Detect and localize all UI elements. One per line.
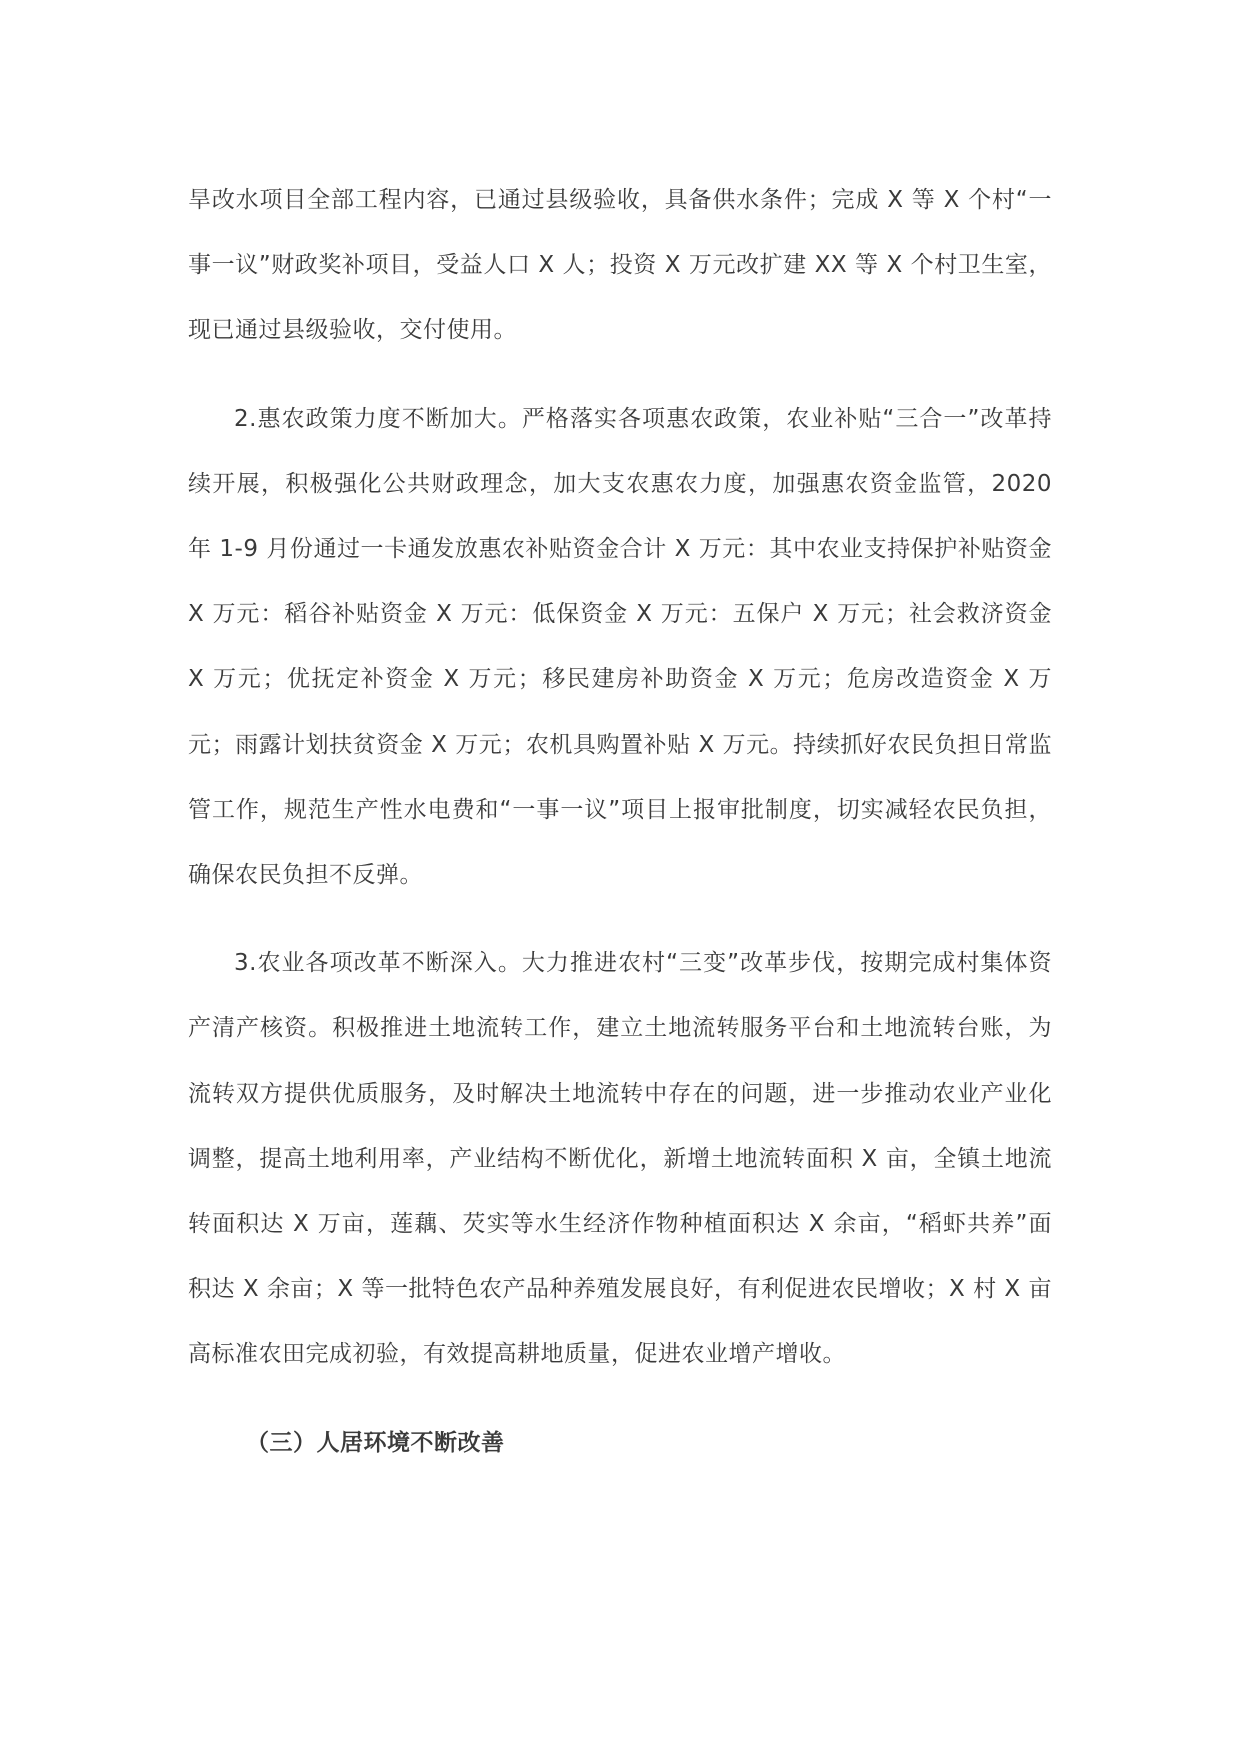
document-body <box>188 168 1052 1476</box>
paragraph-continued: 旱改水项目全部工程内容，已通过县级验收，具备供水条件；完成 X 等 X 个村“一事一议”财政奖补项目，受益人口 X 人；投资 X 万元改扩建 XX 等 X 个村卫生室，现已通过县级验收，交付使用。 <box>188 187 1052 344</box>
section-heading: （三）人居环境不断改善 <box>246 1429 505 1456</box>
paragraph-agri-reform: 3.农业各项改革不断深入。大力推进农村“三变”改革步伐，按期完成村集体资产清产核资。积极推进土地流转工作，建立土地流转服务平台和土地流转台账，为流转双方提供优质服务，及时解决土地流转中存在的问题，进一步推动农业产业化调整，提高土地利用率，产业结构不断优化，新增土地流转面积 X 亩，全镇土地流转面积达 X 万亩，莲藕、芡实等水生经济作物种植面积达 X 余亩，“稻虾共养”面积达 X 余亩；X 等一批特色农产品种养殖发展良好，有利促进农民增收；X 村 X 亩高标准农田完成初验，有效提高耕地质量，促进农业增产增收。 <box>188 950 1052 1368</box>
paragraph-agri-subsidy: 2.惠农政策力度不断加大。严格落实各项惠农政策，农业补贴“三合一”改革持续开展，积极强化公共财政理念，加大支农惠农力度，加强惠农资金监管，2020 年 1-9 月份通过一卡通发放惠农补贴资金合计 X 万元：其中农业支持保护补贴资金 X 万元：稻谷补贴资金 X 万元：低保资金 X 万元：五保户 X 万元；社会救济资金 X 万元；优抚定补资金 X 万元；移民建房补助资金 X 万元；危房改造资金 X 万元；雨露计划扶贫资金 X 万元；农机具购置补贴 X 万元。持续抓好农民负担日常监管工作，规范生产性水电费和“一事一议”项目上报审批制度，切实减轻农民负担，确保农民负担不反弹。 <box>188 405 1052 889</box>
